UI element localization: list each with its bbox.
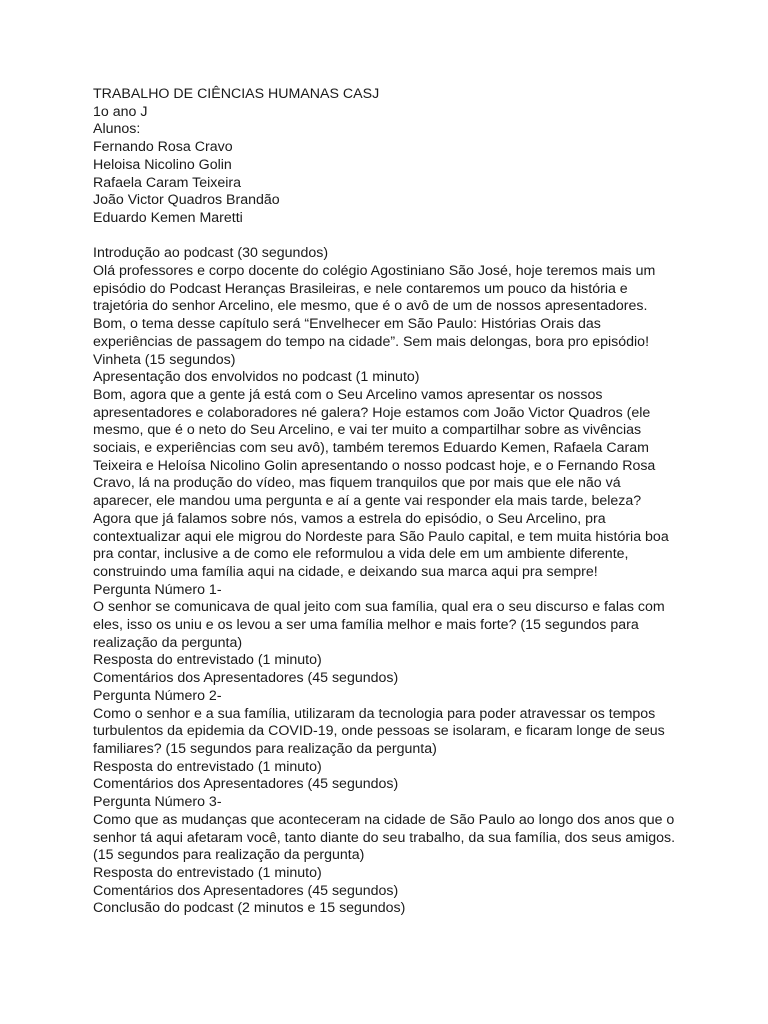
question-3-comments: Comentários dos Apresentadores (45 segundos) <box>93 882 399 899</box>
document-body <box>93 86 683 918</box>
document-title: TRABALHO DE CIÊNCIAS HUMANAS CASJ <box>93 86 380 102</box>
students-label: Alunos: <box>93 121 141 138</box>
question-2-text-line: familiares? (15 segundos para realização da pergunta) <box>93 741 437 757</box>
presentation-text-line: mesmo, que é o neto do Seu Arcelino, e vai ter muito a compartilhar sobre as vivências <box>93 422 642 439</box>
student-name: Fernando Rosa Cravo <box>93 139 233 156</box>
student-name: João Victor Quadros Brandão <box>93 192 280 209</box>
intro-text-line: trajetória do senhor Arcelino, ele mesmo, que é o avô de um de nossos apresentadores. <box>93 298 648 315</box>
question-1-comments: Comentários dos Apresentadores (45 segundos) <box>93 670 399 687</box>
blank-line <box>93 228 683 246</box>
presentation-text-line: aparecer, ele mandou uma pergunta e aí a gente vai responder ela mais tarde, beleza? <box>93 493 642 510</box>
question-3-text-line: (15 segundos para realização da pergunta) <box>93 847 365 864</box>
question-1-text-line: eles, isso os uniu e os levou a ser uma família melhor e mais forte? (15 segundos para <box>93 617 639 634</box>
question-2-text-line: turbulentos da epidemia da COVID-19, onde pessoas se isolaram, e ficaram longe de seus <box>93 723 665 740</box>
presentation-text-line: Bom, agora que a gente já está com o Seu Arcelino vamos apresentar os nossos <box>93 386 603 403</box>
question-1-heading: Pergunta Número 1- <box>93 581 222 598</box>
intro-text-line: Olá professores e corpo docente do colégio Agostiniano São José, hoje teremos mais um <box>93 263 656 280</box>
question-3-answer: Resposta do entrevistado (1 minuto) <box>93 864 322 881</box>
presentation-text-line: construindo uma família aqui na cidade, e deixando sua marca aqui pra sempre! <box>93 563 598 580</box>
presentation-text-line: Teixeira e Heloísa Nicolino Golin apresentando o nosso podcast hoje, e o Fernando Rosa <box>93 457 656 474</box>
presentation-text-line: pra contar, inclusive a de como ele reformulou a vida dele em um ambiente diferente, <box>93 546 629 563</box>
presentation-text-line: sociais, e experiências com seu avô), também teremos Eduardo Kemen, Rafaela Caram <box>93 440 649 457</box>
presentation-text-line: apresentadores e colaboradores né galera? Hoje estamos com João Victor Quadros (ele <box>93 404 651 421</box>
question-2-text-line: Como o senhor e a sua família, utilizaram da tecnologia para poder atravessar os tempos <box>93 705 656 722</box>
presentation-text-line: Cravo, lá na produção do vídeo, mas fiquem tranquilos que por mais que ele não vá <box>93 475 621 492</box>
question-3-text-line: senhor tá aqui afetaram você, tanto diante do seu trabalho, da sua família, dos seus amigos. <box>93 829 676 846</box>
intro-text-line: experiências de passagem do tempo na cidade”. Sem mais delongas, bora pro episódio! <box>93 333 650 350</box>
presentation-heading: Apresentação dos envolvidos no podcast (1 minuto) <box>93 369 420 386</box>
presentation-text-line: Agora que já falamos sobre nós, vamos a estrela do episódio, o Seu Arcelino, pra <box>93 510 606 527</box>
conclusion-line: Conclusão do podcast (2 minutos e 15 segundos) <box>93 900 406 917</box>
student-name: Eduardo Kemen Maretti <box>93 209 243 226</box>
question-2-comments: Comentários dos Apresentadores (45 segundos) <box>93 776 399 793</box>
student-name: Rafaela Caram Teixeira <box>93 174 241 191</box>
question-3-text-line: Como que as mudanças que aconteceram na cidade de São Paulo ao longo dos anos que o <box>93 811 675 828</box>
question-2-heading: Pergunta Número 2- <box>93 687 222 704</box>
vinheta-line: Vinheta (15 segundos) <box>93 351 236 368</box>
question-2-answer: Resposta do entrevistado (1 minuto) <box>93 758 322 775</box>
question-1-answer: Resposta do entrevistado (1 minuto) <box>93 652 322 669</box>
intro-text-line: episódio do Podcast Heranças Brasileiras, e nele contaremos um pouco da história e <box>93 280 628 297</box>
class-name: 1o ano J <box>93 103 148 120</box>
question-1-text-line: O senhor se comunicava de qual jeito com sua família, qual era o seu discurso e falas com <box>93 599 665 616</box>
intro-text-line: Bom, o tema desse capítulo será “Envelhecer em São Paulo: Histórias Orais das <box>93 316 601 333</box>
presentation-text-line: contextualizar aqui ele migrou do Nordeste para São Paulo capital, e tem muita história boa <box>93 528 669 545</box>
question-1-text-line: realização da pergunta) <box>93 634 243 651</box>
question-3-heading: Pergunta Número 3- <box>93 794 222 811</box>
intro-heading: Introdução ao podcast (30 segundos) <box>93 245 329 262</box>
student-name: Heloisa Nicolino Golin <box>93 156 232 173</box>
